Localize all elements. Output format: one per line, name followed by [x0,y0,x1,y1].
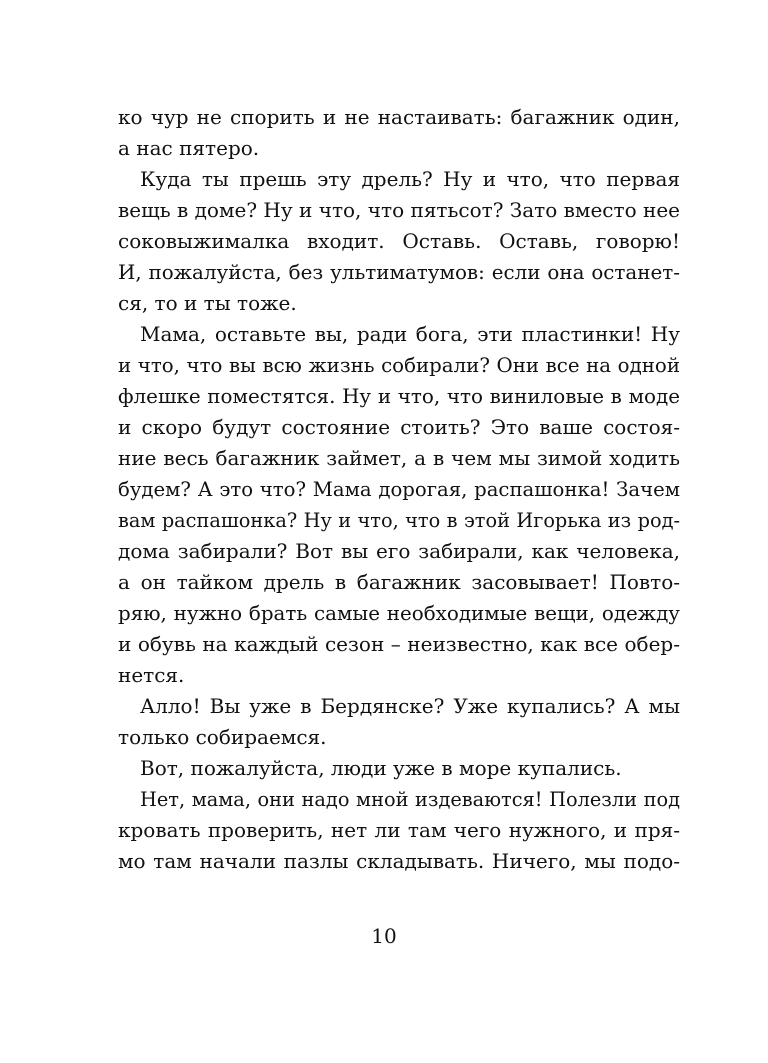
text-line: Вот, пожалуйста, люди уже в море купались. [140,756,622,780]
text-line: нется. [118,663,185,687]
text-line: только собираемся. [118,725,327,749]
text-line: Мама, оставьте вы, ради бога, эти пластинки! Ну [140,322,680,346]
text-line: Алло! Вы уже в Бердянске? Уже купались? А мы [140,694,680,718]
text-line: дома забирали? Вот вы его забирали, как человека, [118,539,680,563]
text-line: ся, то и ты тоже. [118,291,297,315]
page-number: 10 [371,924,397,948]
text-line: кровать проверить, нет ли там чего нужного, и пря- [118,818,680,842]
text-line: а нас пятеро. [118,136,260,160]
text-line: ряю, нужно брать самые необходимые вещи, одежду [118,602,680,625]
text-line: вещь в доме? Ну и что, что пятьсот? Зато вместо нее [118,198,680,222]
text-line: ко чур не спорить и не настаивать: багажник один, [118,105,680,129]
text-line: вам распашонка? Ну и что, что в этой Игорька из род- [118,509,680,532]
text-line: и обувь на каждый сезон – неизвестно, как все обер- [118,632,680,656]
body-text [118,102,680,877]
text-line: Куда ты прешь эту дрель? Ну и что, что первая [140,167,680,191]
text-line: ние весь багажник займет, а в чем мы зимой ходить [118,446,680,470]
text-line: а он тайком дрель в багажник засовывает! Повто- [118,570,680,594]
text-line: и что, что вы всю жизнь собирали? Они все на одной [118,354,680,377]
text-line: соковыжималка входит. Оставь. Оставь, говорю! [118,229,680,253]
text-line: будем? А это что? Мама дорогая, распашонка! Зачем [118,478,680,501]
text-line: И, пожалуйста, без ультиматумов: если она останет- [118,261,680,284]
text-line: Нет, мама, они надо мной издеваются! Полезли под [140,788,680,811]
text-line: флешке поместятся. Ну и что, что виниловые в моде [118,385,680,408]
text-line: мо там начали пазлы складывать. Ничего, мы подо- [118,849,680,873]
text-line: и скоро будут состояние стоить? Это ваше состоя- [118,415,680,439]
